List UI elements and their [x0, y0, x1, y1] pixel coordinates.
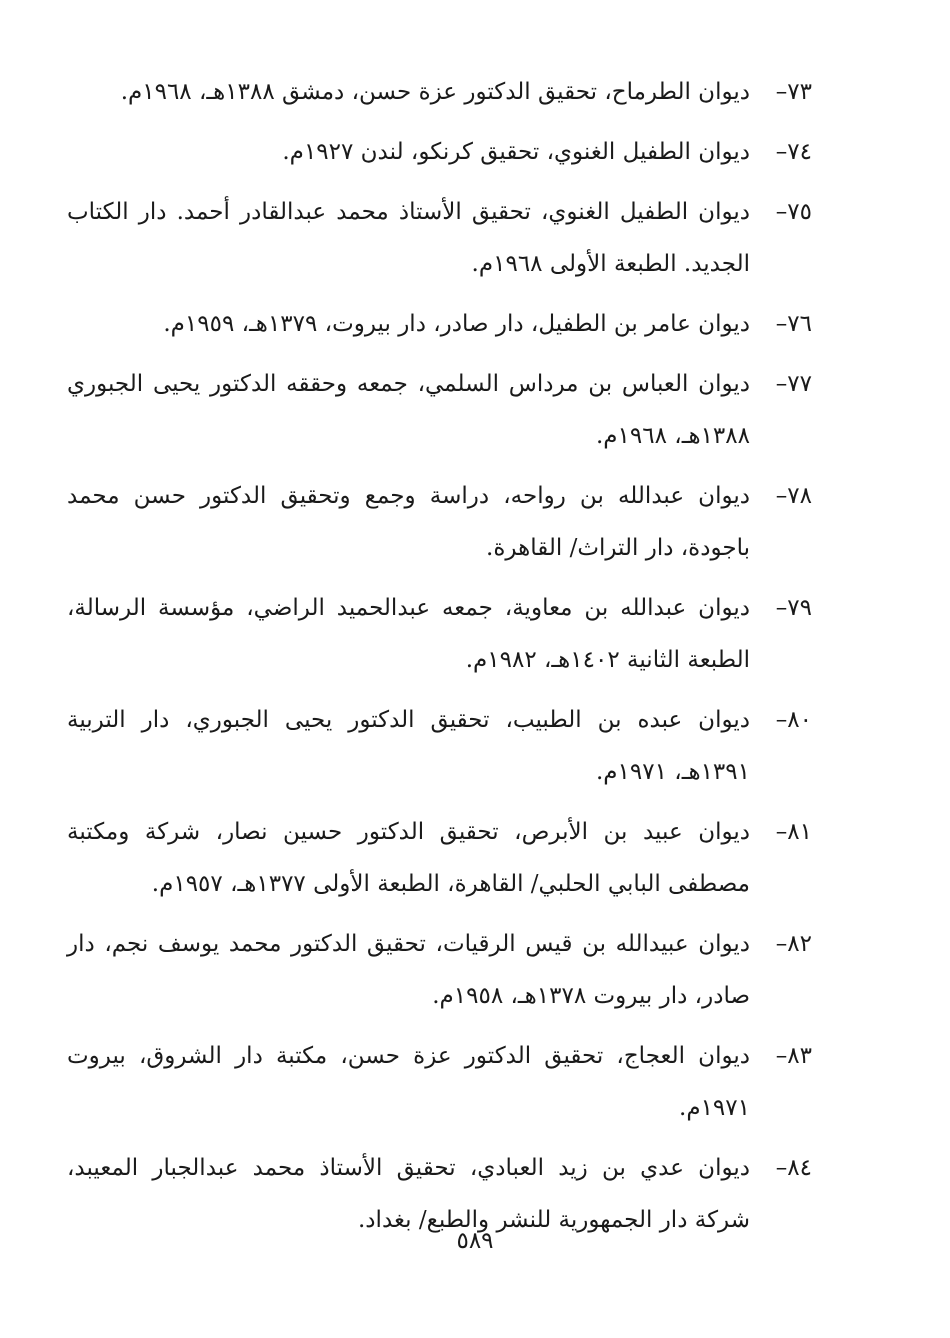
entry-text: ديوان عامر بن الطفيل، دار صادر، دار بيروت، ١٣٧٩هـ، ١٩٥٩م.	[163, 311, 750, 337]
bibliography-entry	[67, 126, 812, 178]
entry-text: ديوان عدي بن زيد العبادي، تحقيق الأستاذ محمد عبدالجبار المعيبد، شركة دار الجمهورية للنشر والطبع/ بغداد.	[67, 1155, 750, 1233]
entry-number: ٨٢–	[775, 931, 812, 957]
entry-number: ٧٨–	[775, 483, 812, 509]
entry-number: ٨٤–	[775, 1155, 812, 1181]
entry-number: ٨٠–	[775, 707, 812, 733]
entry-text: ديوان عبدالله بن رواحه، دراسة وجمع وتحقيق الدكتور حسن محمد باجودة، دار التراث/ القاهرة.	[67, 483, 750, 561]
entry-text: ديوان عبده بن الطبيب، تحقيق الدكتور يحيى الجبوري، دار التربية ١٣٩١هـ، ١٩٧١م.	[67, 707, 750, 785]
bibliography-list	[67, 66, 812, 1254]
entry-number: ٧٦–	[775, 311, 812, 337]
bibliography-entry	[67, 66, 812, 118]
entry-text: ديوان عبدالله بن معاوية، جمعه عبدالحميد الراضي، مؤسسة الرسالة، الطبعة الثانية ١٤٠٢هـ، ١٩٨٢م.	[67, 595, 750, 673]
entry-number: ٧٣–	[775, 79, 812, 105]
bibliography-entry	[67, 694, 812, 798]
bibliography-entry	[67, 806, 812, 910]
bibliography-entry	[67, 298, 812, 350]
entry-text: ديوان الطرماح، تحقيق الدكتور عزة حسن، دمشق ١٣٨٨هـ، ١٩٦٨م.	[120, 79, 750, 105]
bibliography-entry	[67, 470, 812, 574]
bibliography-entry	[67, 1030, 812, 1134]
entry-number: ٧٤–	[775, 139, 812, 165]
entry-number: ٧٥–	[775, 199, 812, 225]
entry-text: ديوان عبيد بن الأبرص، تحقيق الدكتور حسين نصار، شركة ومكتبة مصطفى البابي الحلبي/ القاهرة، الطبعة الأولى ١٣٧٧هـ، ١٩٥٧م.	[67, 819, 750, 897]
entry-number: ٧٩–	[775, 595, 812, 621]
entry-text: ديوان عبيدالله بن قيس الرقيات، تحقيق الدكتور محمد يوسف نجم، دار صادر، دار بيروت ١٣٧٨هـ، ١٩٥٨م.	[67, 931, 750, 1009]
bibliography-entry	[67, 918, 812, 1022]
entry-text: ديوان العباس بن مرداس السلمي، جمعه وحققه الدكتور يحيى الجبوري ١٣٨٨هـ، ١٩٦٨م.	[67, 371, 750, 449]
entry-number: ٨١–	[775, 819, 812, 845]
entry-text: ديوان الطفيل الغنوي، تحقيق كرنكو، لندن ١٩٢٧م.	[282, 139, 750, 165]
bibliography-entry	[67, 186, 812, 290]
entry-text: ديوان الطفيل الغنوي، تحقيق الأستاذ محمد عبدالقادر أحمد. دار الكتاب الجديد. الطبعة الأولى ١٩٦٨م.	[67, 199, 750, 277]
entry-number: ٧٧–	[775, 371, 812, 397]
entry-number: ٨٣–	[775, 1043, 812, 1069]
entry-text: ديوان العجاج، تحقيق الدكتور عزة حسن، مكتبة دار الشروق، بيروت ١٩٧١م.	[67, 1043, 750, 1121]
bibliography-entry	[67, 582, 812, 686]
page-number: ٥٨٩	[456, 1228, 494, 1254]
bibliography-entry	[67, 358, 812, 462]
